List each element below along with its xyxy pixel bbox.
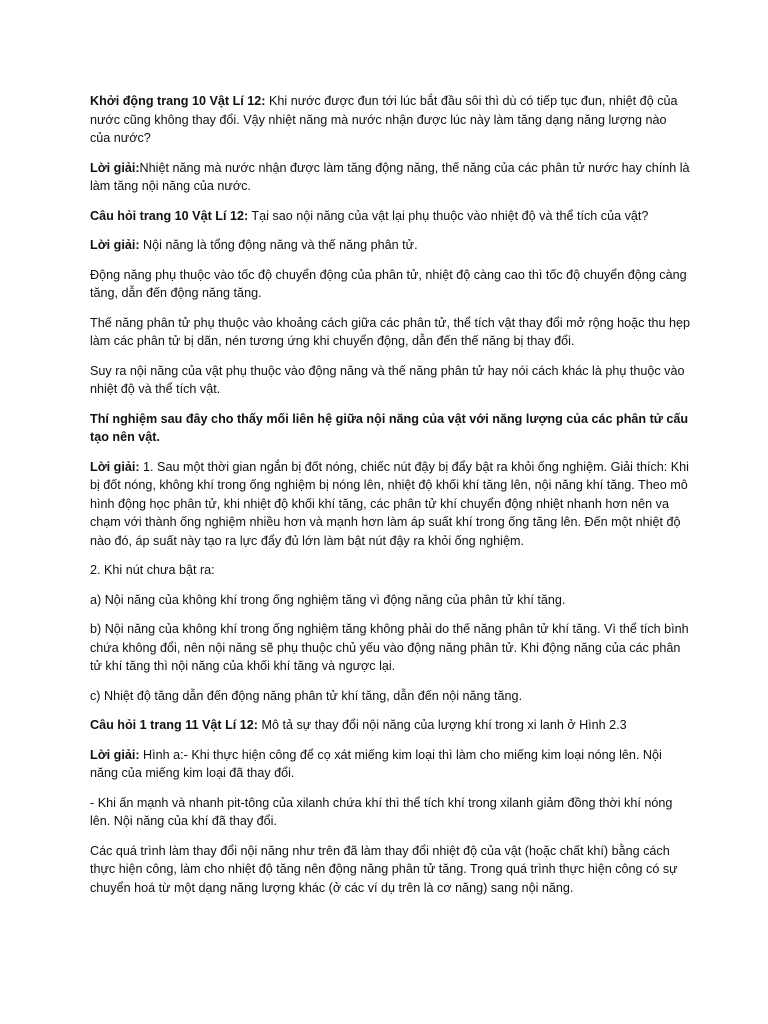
paragraph-14-heading: Câu hỏi 1 trang 11 Vật Lí 12: [90, 718, 258, 732]
paragraph-7 [90, 362, 690, 399]
paragraph-15 [90, 746, 690, 783]
paragraph-11-text: a) Nội năng của không khí trong ống nghiệm tăng vì động năng của phân tử khí tăng. [90, 592, 566, 607]
paragraph-14-text: Mô tả sự thay đổi nội năng của lượng khí trong xi lanh ở Hình 2.3 [257, 718, 627, 732]
paragraph-3-text: Tại sao nội năng của vật lại phụ thuộc vào nhiệt độ và thể tích của vật? [248, 208, 649, 223]
paragraph-12-text: b) Nội năng của không khí trong ống nghiệm tăng không phải do thế năng phân tử khí tăng. Vì thể tích bình chứa không đổi, nên nội năng sẽ phụ thuộc chủ yếu vào động năng phân tử. Khi động năng của các phân tử khí tăng thì nội năng của khối khí tăng và ngược lại. [90, 622, 689, 673]
paragraph-16-text: - Khi ấn mạnh và nhanh pit-tông của xilanh chứa khí thì thể tích khí trong xilanh giảm đồng thời khí nóng lên. Nội năng của khí đã thay đổi. [90, 795, 673, 828]
paragraph-5-text: Động năng phụ thuộc vào tốc độ chuyển động của phân tử, nhiệt độ càng cao thì tốc độ chuyển động càng tăng, dẫn đến động năng tăng. [90, 267, 687, 300]
paragraph-14 [90, 716, 690, 735]
paragraph-8-heading: Thí nghiệm sau đây cho thấy mối liên hệ giữa nội năng của vật với năng lượng của các phân tử cấu tạo nên vật. [90, 411, 689, 444]
paragraph-16 [90, 794, 690, 831]
paragraph-4 [90, 236, 690, 255]
paragraph-17-text: Các quá trình làm thay đổi nội năng như trên đã làm thay đổi nhiệt độ của vật (hoặc chất khí) bằng cách thực hiện công, làm cho nhiệt độ tăng nên động năng phân tử tăng. Trong quá trình thực hiện công có sự chuyển hoá từ một dạng năng lượng khác (ở các ví dụ trên là cơ năng) sang nội năng. [90, 843, 678, 895]
paragraph-9-heading: Lời giải: [90, 459, 140, 474]
paragraph-9-text: 1. Sau một thời gian ngắn bị đốt nóng, chiếc nút đậy bị đẩy bật ra khỏi ống nghiệm. Giải thích: Khi bị đốt nóng, không khí trong ống nghiệm bị nóng lên, nhiệt độ khối khí tăng lên, nội năng khí tăng. Theo mô hình động học phân tử, khi nhiệt độ khối khí tăng, các phân tử khí chuyển động nhiệt nhanh hơn nên va chạm với thành ống nghiệm nhiều hơn và mạnh hơn làm áp suất khí trong ống tăng lên. Đến một nhiệt độ nào đó, áp suất này tạo ra lực đẩy đủ lớn làm bật nút đậy ra khỏi ống nghiệm. [90, 459, 689, 548]
paragraph-2-text: Nhiệt năng mà nước nhận được làm tăng động năng, thế năng của các phân tử nước hay chính là làm tăng nội năng của nước. [90, 160, 690, 193]
paragraph-10-text: 2. Khi nút chưa bật ra: [90, 563, 215, 577]
paragraph-5 [90, 266, 690, 303]
paragraph-6 [90, 314, 690, 351]
paragraph-1-heading: Khởi động trang 10 Vật Lí 12: [90, 94, 266, 108]
paragraph-1-text: Khi nước được đun tới lúc bắt đầu sôi thì dù có tiếp tục đun, nhiệt độ của nước cũng không thay đổi. Vậy nhiệt năng mà nước nhận được lúc này làm tăng dạng năng lượng nào của nước? [90, 94, 678, 145]
paragraph-3-heading: Câu hỏi trang 10 Vật Lí 12: [90, 208, 249, 223]
paragraph-15-text: Hình a:- Khi thực hiện công để cọ xát miếng kim loại thì làm cho miếng kim loại nóng lên. Nội năng của miếng kim loại đã thay đổi. [90, 747, 662, 780]
paragraph-6-text: Thế năng phân tử phụ thuộc vào khoảng cách giữa các phân tử, thể tích vật thay đổi mở rộng hoặc thu hẹp làm các phân tử bị dãn, nén tương ứng khi chuyển động, dẫn đến thế năng bị thay đổi. [90, 315, 690, 348]
paragraph-4-heading: Lời giải: [90, 238, 140, 252]
paragraph-7-text: Suy ra nội năng của vật phụ thuộc vào động năng và thế năng phân tử hay nói cách khác là phụ thuộc vào nhiệt độ và thể tích vật. [90, 363, 685, 396]
paragraph-15-heading: Lời giải: [90, 747, 140, 762]
paragraph-2-heading: Lời giải: [90, 160, 140, 175]
paragraph-10 [90, 561, 690, 580]
paragraph-13-text: c) Nhiệt độ tăng dẫn đến động năng phân tử khí tăng, dẫn đến nội năng tăng. [90, 688, 523, 703]
paragraph-13 [90, 687, 690, 706]
paragraph-12 [90, 620, 690, 676]
paragraph-2 [90, 159, 690, 196]
paragraph-17 [90, 842, 690, 898]
paragraph-8 [90, 410, 690, 447]
document-page [90, 92, 690, 908]
paragraph-4-text: Nội năng là tổng động năng và thế năng phân tử. [139, 238, 418, 252]
paragraph-3 [90, 207, 690, 226]
paragraph-9 [90, 458, 690, 551]
paragraph-1 [90, 92, 690, 148]
paragraph-11 [90, 591, 690, 610]
